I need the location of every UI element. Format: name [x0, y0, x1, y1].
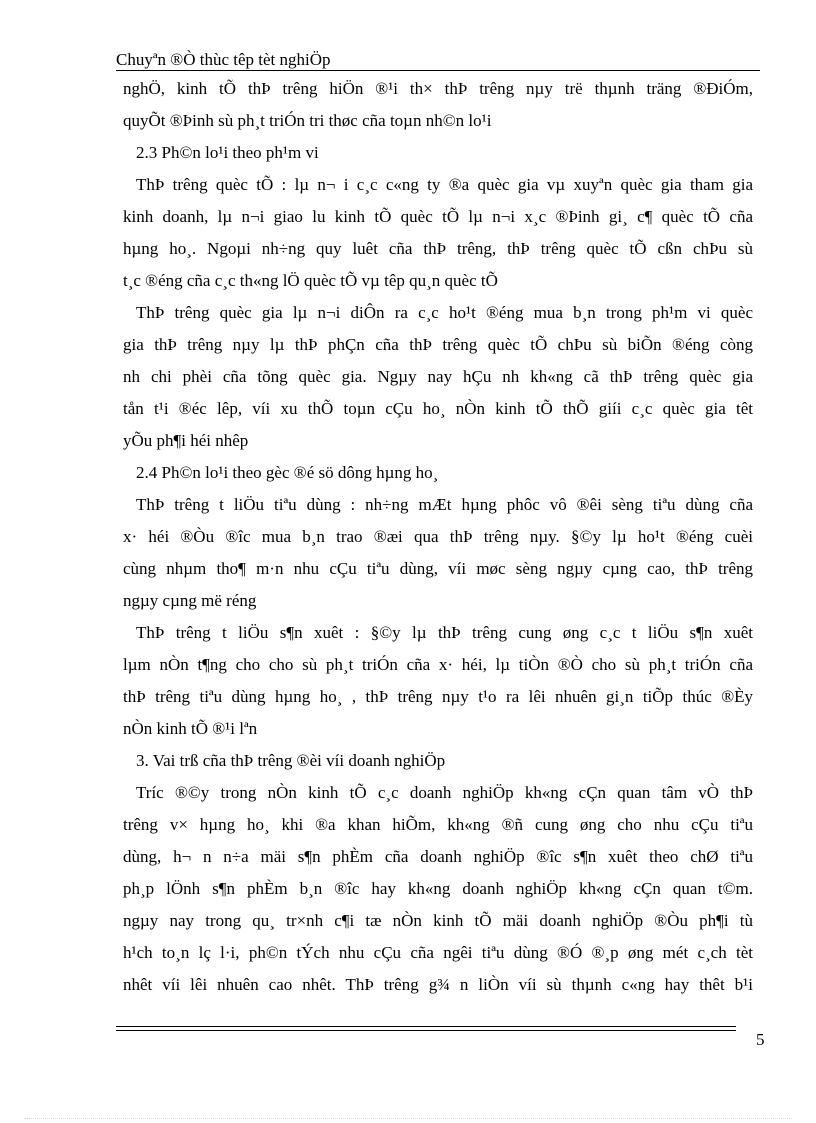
paragraph-line: quyÕt ®Þinh sù ph¸t triÓn tri thøc cña toµn nh©n lo¹i	[123, 111, 492, 130]
paragraph-line: nh chi phèi cña tõng quèc gia. Ngµy nay hÇu nh kh«ng cã thÞ trêng quèc gia	[123, 367, 753, 386]
paragraph-line: ThÞ trêng quèc tÕ : lµ n¬ i c¸c c«ng ty ®a quèc gia vµ xuyªn quèc gia tham gia	[136, 175, 753, 194]
paragraph-line: ph¸p lÖnh s¶n phÈm b¸n ®îc hay kh«ng doanh nghiÖp kh«ng cÇn quan t©m.	[123, 879, 753, 898]
paragraph-line: ThÞ trêng t liÖu tiªu dùng : nh÷ng mÆt hµng phôc vô ®êi sèng tiªu dùng cña	[136, 495, 753, 514]
paragraph-line: dùng, h¬ n n÷a mäi s¶n phÈm cña doanh nghiÖp ®îc s¶n xuêt theo chØ tiªu	[123, 847, 753, 866]
page-bottom-border	[24, 1118, 792, 1119]
paragraph-line: thÞ trêng tiªu dùng hµng ho¸ , thÞ trêng nµy t¹o ra lêi nhuên gi¸n tiÕp thúc ®Èy	[123, 687, 753, 706]
paragraph-line: nhêt víi lêi nhuên cao nhêt. ThÞ trêng g¾ n liÒn víi sù thµnh c«ng hay thêt b¹i	[123, 975, 753, 994]
section-heading: 3. Vai trß cña thÞ trêng ®èi víi doanh nghiÖp	[136, 751, 446, 770]
header-rule	[116, 70, 760, 71]
section-heading: 2.4 Ph©n lo¹i theo gèc ®é sö dông hµng ho¸	[136, 463, 439, 482]
paragraph-line: tån t¹i ®éc lêp, víi xu thÕ toµn cÇu ho¸ nÒn kinh tÕ thÕ giíi c¸c quèc gia têt	[123, 399, 753, 418]
paragraph-line: Tríc ®©y trong nÒn kinh tÕ c¸c doanh nghiÖp kh«ng cÇn quan tâm vÒ thÞ	[136, 783, 753, 802]
paragraph-line: hµng ho¸. Ngoµi nh÷ng quy luêt cña thÞ trêng, thÞ trêng quèc tÕ cßn chÞu sù	[123, 239, 753, 258]
paragraph-line: lµm nÒn t¶ng cho cho sù ph¸t triÓn cña x· héi, lµ tiÒn ®Ò cho sù ph¸t triÓn cña	[123, 655, 753, 674]
paragraph-line: gia thÞ trêng nµy lµ thÞ phÇn cña thÞ trêng quèc tÕ chÞu sù biÕn ®éng còng	[123, 335, 753, 354]
paragraph-line: h¹ch to¸n lç l·i, ph©n tÝch nhu cÇu cña ngêi tiªu dùng ®Ó ®¸p øng mét c¸ch tèt	[123, 943, 753, 962]
paragraph-line: nghÖ, kinh tÕ thÞ trêng hiÖn ®¹i th× thÞ trêng nµy trë thµnh träng ®ÐiÓm,	[123, 79, 753, 98]
footer-rule	[116, 1026, 736, 1031]
paragraph-line: ngµy cµng më réng	[123, 591, 257, 610]
running-header-title: Chuyªn ®Ò thùc têp tèt nghiÖp	[116, 50, 331, 69]
paragraph-line: x· héi ®Òu ®îc mua b¸n trao ®æi qua thÞ trêng nµy. §©y lµ ho¹t ®éng cuèi	[123, 527, 753, 546]
paragraph-line: nÒn kinh tÕ ®¹i lªn	[123, 719, 258, 738]
page-number: 5	[756, 1030, 765, 1049]
paragraph-line: cùng nhµm tho¶ m·n nhu cÇu tiªu dùng, víi møc sèng ngµy cµng cao, thÞ trêng	[123, 559, 753, 578]
paragraph-line: trêng v× hµng ho¸ khi ®a khan hiÕm, kh«ng ®ñ cung øng cho nhu cÇu tiªu	[123, 815, 753, 834]
paragraph-line: yÕu ph¶i héi nhêp	[123, 431, 249, 450]
paragraph-line: t¸c ®éng cña c¸c th«ng lÖ quèc tÕ vµ têp qu¸n quèc tÕ	[123, 271, 498, 290]
paragraph-line: ngµy nay trong qu¸ tr×nh c¶i tæ nÒn kinh tÕ mäi doanh nghiÖp ®Òu ph¶i tù	[123, 911, 753, 930]
section-heading: 2.3 Ph©n lo¹i theo ph¹m vi	[136, 143, 319, 162]
paragraph-line: ThÞ trêng quèc gia lµ n¬i diÔn ra c¸c ho¹t ®éng mua b¸n trong ph¹m vi quèc	[136, 303, 753, 322]
paragraph-line: kinh doanh, lµ n¬i giao lu kinh tÕ quèc tÕ lµ n¬i x¸c ®Þinh gi¸ c¶ quèc tÕ cña	[123, 207, 753, 226]
paragraph-line: ThÞ trêng t liÖu s¶n xuêt : §©y lµ thÞ trêng cung øng c¸c t liÖu s¶n xuêt	[136, 623, 753, 642]
body-text	[123, 73, 753, 1001]
